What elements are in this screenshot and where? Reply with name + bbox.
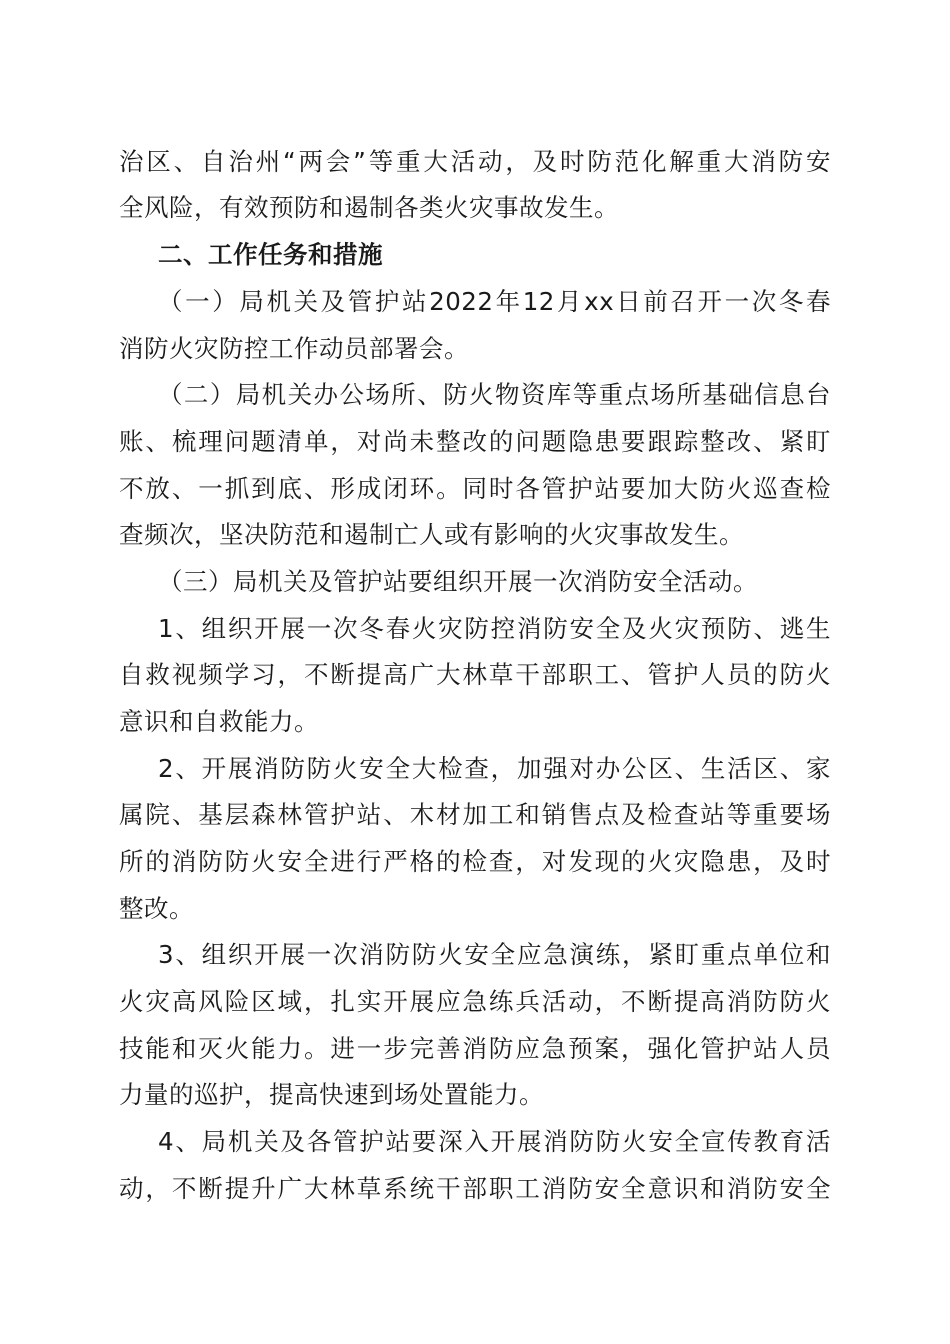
paragraph-line: （一）局机关及管护站2022年12月xx日前召开一次冬春 bbox=[158, 287, 831, 316]
paragraph-line: 所的消防防火安全进行严格的检查，对发现的火灾隐患，及时 bbox=[119, 847, 831, 876]
paragraph-line: 3、组织开展一次消防防火安全应急演练，紧盯重点单位和 bbox=[158, 940, 831, 969]
paragraph-line: 4、局机关及各管护站要深入开展消防防火安全宣传教育活 bbox=[158, 1127, 831, 1156]
paragraph-line: 属院、基层森林管护站、木材加工和销售点及检查站等重要场 bbox=[119, 800, 831, 829]
paragraph-line: 全风险，有效预防和遏制各类火灾事故发生。 bbox=[119, 193, 619, 222]
paragraph-line: （二）局机关办公场所、防火物资库等重点场所基础信息台 bbox=[158, 380, 831, 409]
paragraph-line: 整改。 bbox=[119, 894, 194, 923]
paragraph-line: 1、组织开展一次冬春火灾防控消防安全及火灾预防、逃生 bbox=[158, 614, 831, 643]
paragraph-line: 账、梳理问题清单，对尚未整改的问题隐患要跟踪整改、紧盯 bbox=[119, 427, 831, 456]
paragraph-line: 力量的巡护，提高快速到场处置能力。 bbox=[119, 1080, 544, 1109]
paragraph-line: 不放、一抓到底、形成闭环。同时各管护站要加大防火巡查检 bbox=[119, 474, 831, 503]
paragraph-line: 自救视频学习，不断提高广大林草干部职工、管护人员的防火 bbox=[119, 660, 831, 689]
paragraph-line: （三）局机关及管护站要组织开展一次消防安全活动。 bbox=[158, 567, 758, 596]
section-heading: 二、工作任务和措施 bbox=[158, 240, 383, 269]
paragraph-line: 技能和灭火能力。进一步完善消防应急预案，强化管护站人员 bbox=[119, 1034, 831, 1063]
paragraph-line: 治区、自治州“两会”等重大活动，及时防范化解重大消防安 bbox=[119, 147, 831, 176]
paragraph-line: 火灾高风险区域，扎实开展应急练兵活动，不断提高消防防火 bbox=[119, 987, 831, 1016]
paragraph-line: 查频次，坚决防范和遏制亡人或有影响的火灾事故发生。 bbox=[119, 520, 744, 549]
paragraph-line: 2、开展消防防火安全大检查，加强对办公区、生活区、家 bbox=[158, 754, 831, 783]
paragraph-line: 动，不断提升广大林草系统干部职工消防安全意识和消防安全 bbox=[119, 1174, 831, 1203]
paragraph-line: 消防火灾防控工作动员部署会。 bbox=[119, 334, 469, 363]
paragraph-line: 意识和自救能力。 bbox=[119, 707, 319, 736]
